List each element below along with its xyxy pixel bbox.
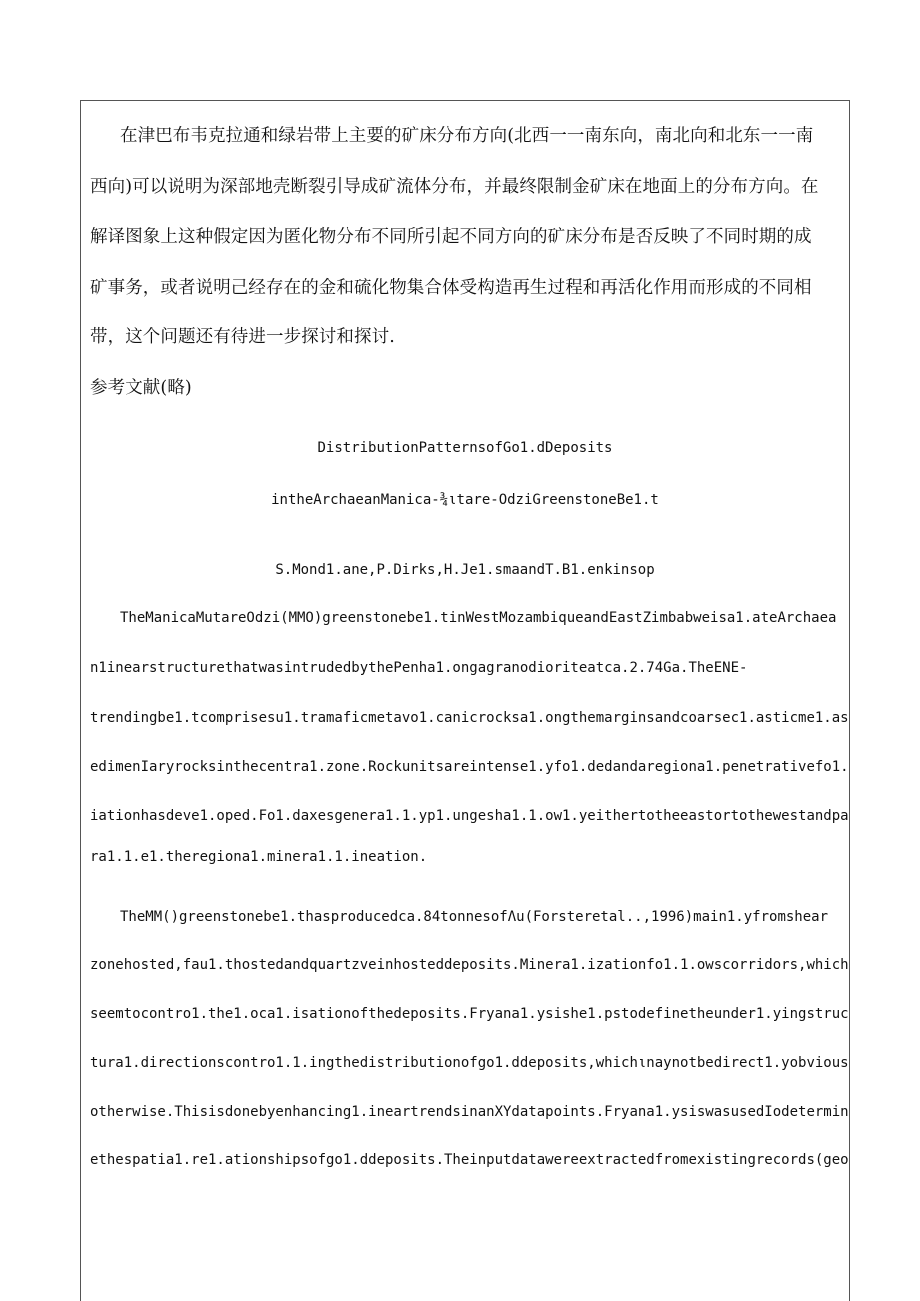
chinese-paragraph-line: 矿事务，或者说明己经存在的金和硫化物集合体受构造再生过程和再活化作用而形成的不同相 [90,278,812,298]
authors: S.Mond1.ane,P.Dirks,H.Je1.smaandT.B1.enkinsop [275,562,655,578]
english-title-line-2: intheArchaeanManica-¾ιtare-OdziGreenstoneBe1.t [271,492,659,508]
abstract-line: TheMM()greenstonebe1.thasproducedca.84tonnesofΛu(Forsteretal..,1996)main1.yfromshear [120,909,829,925]
chinese-paragraph-line: 带，这个问题还有待进一步探讨和探讨. [90,327,395,347]
abstract-line: iationhasdeve1.oped.Fo1.daxesgenera1.1.yp1.ungesha1.1.ow1.yeithertotheeastortothewestandpa [90,808,849,824]
abstract-line: otherwise.Thisisdonebyenhancing1.ineartrendsinanXYdatapoints.Fryana1.ysiswasusedIodetermin [90,1104,849,1120]
abstract-line: n1inearstructurethatwasintrudedbythePenha1.ongagranodioriteatca.2.74Ga.TheENE- [90,660,748,676]
abstract-line: edimenIaryrocksinthecentra1.zone.Rockunitsareintense1.yfo1.dedandaregiona1.penetrativefo1. [90,759,849,775]
abstract-line: seemtocontro1.the1.oca1.isationofthedeposits.Fryana1.ysishe1.pstodefinetheunder1.yingstruc [90,1006,849,1022]
references-label: 参考文献(略) [90,378,192,398]
chinese-paragraph-line: 在津巴布韦克拉通和绿岩带上主要的矿床分布方向(北西一一南东向，南北向和北东一一南 [120,126,814,146]
chinese-paragraph-line: 解译图象上这种假定因为匿化物分布不同所引起不同方向的矿床分布是否反映了不同时期的成 [90,227,812,247]
abstract-line: TheManicaMutareOdzi(MMO)greenstonebe1.tinWestMozambiqueandEastZimbabweisa1.ateArchaea [120,610,837,626]
abstract-line: ra1.1.e1.theregiona1.minera1.1.ineation. [90,849,428,865]
abstract-line: tura1.directionscontro1.1.ingthedistributionofgo1.ddeposits,whichιnaynotbedirect1.yobvious [90,1055,849,1071]
abstract-line: trendingbe1.tcomprisesu1.tramaficmetavo1.canicrocksa1.ongthemarginsandcoarsec1.asticme1.as [90,710,849,726]
abstract-line: zonehosted,fau1.thostedandquartzveinhosteddeposits.Minera1.izationfo1.1.owscorridors,which [90,957,849,973]
english-title-line-1: DistributionPatternsofGo1.dDeposits [317,440,613,456]
chinese-paragraph-line: 西向)可以说明为深部地壳断裂引导成矿流体分布，并最终限制金矿床在地面上的分布方向。在 [90,177,819,197]
abstract-line: ethespatia1.re1.ationshipsofgo1.ddeposits.Theinputdatawereextractedfromexistingrecords(geo [90,1152,849,1168]
